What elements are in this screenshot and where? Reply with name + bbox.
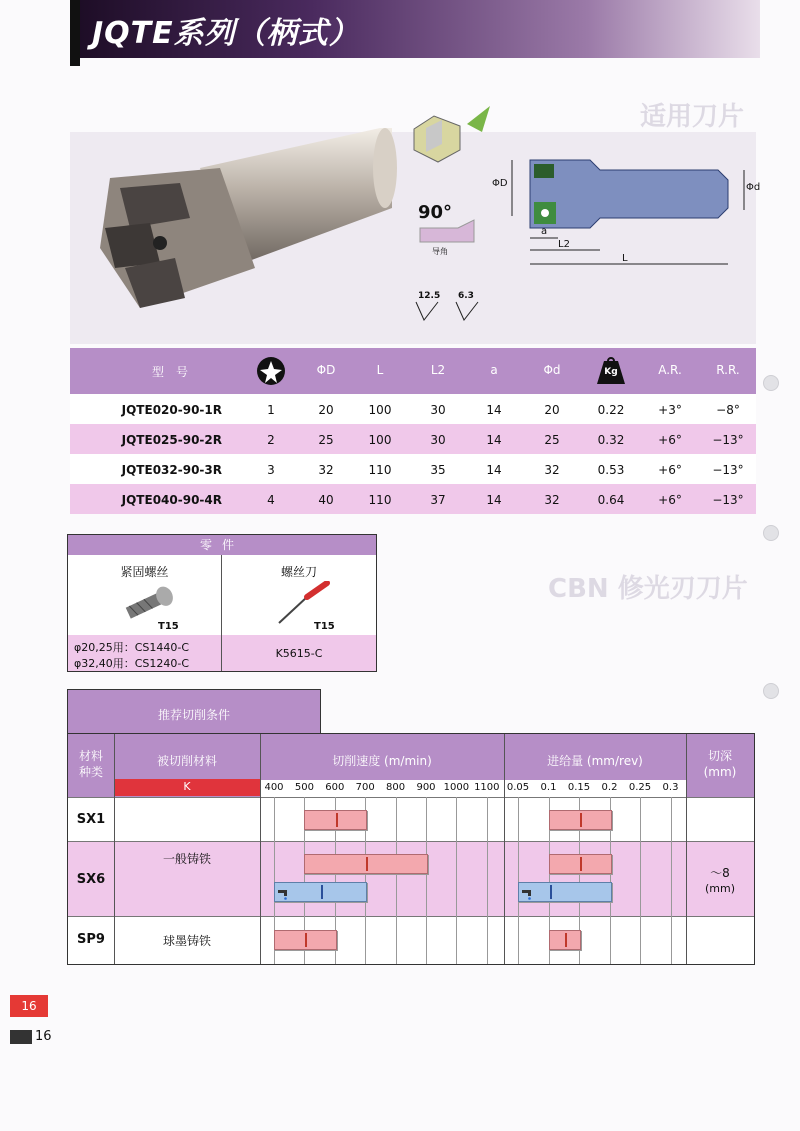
cutting-conditions-table [67, 733, 755, 965]
model-code: JQTE032-90-3R [121, 463, 222, 477]
label-L2: L2 [558, 239, 570, 250]
ghost-text-inserts: 适用刀片 [640, 102, 745, 132]
cell-phi-d: 20 [544, 403, 560, 417]
feed-range-bar [549, 854, 612, 874]
feed-range-bar [549, 810, 612, 830]
cell-L2: 35 [430, 463, 446, 477]
grade-sx1: SX1 [76, 812, 106, 827]
header-depth [686, 748, 754, 780]
angle-value: 90° [418, 202, 453, 223]
header-workpiece: 被切削材料 [156, 754, 217, 768]
page-marker [10, 1030, 32, 1044]
row-divider [68, 841, 754, 842]
feed-tick-label: 0.2 [601, 782, 618, 793]
header-feed: 进给量 (mm/rev) [547, 754, 643, 768]
cell-L: 110 [368, 493, 392, 507]
label-L: L [622, 253, 628, 264]
col-divider [686, 734, 687, 964]
cell-axial-rake: +3° [658, 403, 682, 417]
header-accent [70, 0, 80, 66]
teeth-count: 2 [267, 433, 275, 447]
cell-axial-rake: +6° [658, 463, 682, 477]
cell-radial-rake: −13° [712, 433, 744, 447]
header-material-kind-line2: 种类 [78, 765, 103, 779]
feed-tick-label: 0.1 [540, 782, 557, 793]
driver-code: T15 [314, 621, 335, 632]
cell-a: 14 [486, 493, 502, 507]
model-code: JQTE020-90-1R [121, 403, 222, 417]
coolant-faucet-icon [277, 885, 289, 897]
cell-radial-rake: −13° [712, 493, 744, 507]
cell-phi-d: 32 [544, 493, 560, 507]
page-number: 16 [35, 1029, 52, 1044]
k-label: K [183, 780, 191, 793]
header-depth-line2: (mm) [703, 765, 737, 779]
cell-phi-D: 32 [318, 463, 334, 477]
model-code: JQTE025-90-2R [121, 433, 222, 447]
header-material-kind-line1: 材料 [78, 749, 103, 763]
header-L2: L2 [430, 363, 446, 377]
teeth-count: 3 [267, 463, 275, 477]
page-number-badge: 16 [10, 995, 48, 1017]
coolant-faucet-icon [521, 885, 533, 897]
speed-mark [321, 885, 323, 899]
table-row [70, 484, 756, 514]
driver-label: 螺丝刀 [280, 565, 317, 579]
speed-tick-label: 700 [355, 782, 375, 793]
feed-tick-label: 0.05 [506, 782, 530, 793]
header-L: L [376, 363, 384, 377]
header-material-kind [68, 748, 114, 780]
speed-range-bar [304, 854, 428, 874]
header-a: a [490, 363, 498, 377]
cutting-conditions-tab [67, 689, 321, 734]
workpiece-gray-iron: 一般铸铁 [162, 852, 211, 866]
feed-mark [580, 857, 582, 871]
header-model: 型 号 [151, 365, 188, 379]
speed-tick-label: 800 [386, 782, 406, 793]
ghost-text-cbn: CBN 修光刃刀片 [548, 574, 748, 604]
binder-hole [763, 683, 779, 699]
cell-phi-d: 32 [544, 463, 560, 477]
table-row [70, 394, 756, 424]
cell-weight: 0.64 [597, 493, 625, 507]
table-row [70, 454, 756, 484]
speed-tick-label: 400 [264, 782, 284, 793]
roughness-symbols [414, 300, 484, 322]
cell-weight: 0.53 [597, 463, 625, 477]
roughness-1: 12.5 [418, 291, 441, 301]
col-divider [260, 734, 261, 964]
label-a: a [541, 226, 548, 237]
header-axial-rake: A.R. [658, 363, 682, 377]
cell-L2: 30 [430, 403, 446, 417]
header-radial-rake: R.R. [716, 363, 740, 377]
header-phi-D: ΦD [316, 363, 336, 377]
chamfer-icon [418, 218, 478, 246]
screw-label: 紧固螺丝 [120, 565, 169, 579]
speed-range-bar [304, 810, 367, 830]
feed-mark [565, 933, 567, 947]
speed-tick-label: 1100 [474, 782, 500, 793]
roughness-2: 6.3 [458, 291, 474, 301]
speed-grid-line [487, 797, 488, 964]
speed-tick-label: 500 [294, 782, 314, 793]
row-divider [68, 916, 754, 917]
cell-a: 14 [486, 433, 502, 447]
cell-L: 100 [368, 433, 392, 447]
speed-mark [305, 933, 307, 947]
grade-sp9: SP9 [77, 932, 105, 947]
speed-grid-line [396, 797, 397, 964]
binder-hole [763, 375, 779, 391]
grade-sx6: SX6 [76, 872, 106, 887]
screw-icon [120, 583, 180, 623]
feed-tick-label: 0.15 [567, 782, 591, 793]
table-row [70, 424, 756, 454]
feed-tick-label: 0.25 [628, 782, 652, 793]
header-phi-d: Φd [543, 363, 561, 377]
row-divider [68, 797, 754, 798]
tool-photo [80, 128, 400, 338]
feed-grid-line [518, 797, 519, 964]
col-divider [504, 734, 505, 964]
feed-tick-label: 0.3 [662, 782, 679, 793]
teeth-count: 4 [267, 493, 275, 507]
speed-tick-label: 1000 [443, 782, 470, 793]
feed-grid-line [640, 797, 641, 964]
teeth-count: 1 [267, 403, 275, 417]
feed-range-bar [549, 930, 582, 950]
cell-a: 14 [486, 403, 502, 417]
screw-spec-2: φ32,40用：CS1240-C [74, 657, 190, 670]
spec-table-header [70, 348, 756, 394]
cell-radial-rake: −13° [712, 463, 744, 477]
header-speed: 切削速度 (m/min) [332, 754, 432, 768]
parts-title: 零件 [68, 535, 376, 555]
speed-mark [366, 857, 368, 871]
cell-L2: 37 [430, 493, 446, 507]
depth-unit: (mm) [704, 882, 735, 895]
depth-value: ～8 [710, 866, 730, 880]
speed-grid-line [456, 797, 457, 964]
label-phi-D: ΦD [492, 178, 508, 189]
speed-grid-line [426, 797, 427, 964]
cell-radial-rake: −8° [716, 403, 740, 417]
cell-phi-D: 25 [318, 433, 334, 447]
cutting-conditions-title: 推荐切削条件 [157, 708, 230, 722]
binder-hole [763, 525, 779, 541]
feed-mark [550, 885, 552, 899]
cell-a: 14 [486, 463, 502, 477]
model-code: JQTE040-90-4R [121, 493, 222, 507]
speed-tick-label: 600 [325, 782, 345, 793]
angle-caption: 导角 [432, 247, 448, 256]
insert-icon [412, 104, 492, 164]
screw-spec-1: φ20,25用：CS1440-C [74, 641, 190, 654]
cell-phi-D: 20 [318, 403, 334, 417]
cell-L2: 30 [430, 433, 446, 447]
workpiece-ductile-iron: 球墨铸铁 [162, 934, 211, 948]
feed-grid-line [671, 797, 672, 964]
header-weight: Kg [604, 367, 618, 377]
speed-range-bar [274, 930, 337, 950]
feed-mark [580, 813, 582, 827]
driver-spec: K5615-C [275, 647, 323, 660]
speed-mark [336, 813, 338, 827]
page-title: JQTE系列（柄式） [92, 16, 360, 51]
cell-axial-rake: +6° [658, 493, 682, 507]
speed-tick-label: 900 [416, 782, 436, 793]
cell-phi-D: 40 [318, 493, 334, 507]
cell-L: 100 [368, 403, 392, 417]
cell-weight: 0.32 [597, 433, 625, 447]
label-phi-d: Φd [746, 182, 761, 193]
cell-weight: 0.22 [597, 403, 625, 417]
teeth-count-icon [256, 356, 286, 386]
cell-L: 110 [368, 463, 392, 477]
screw-code: T15 [158, 621, 179, 632]
cell-phi-d: 25 [544, 433, 560, 447]
cell-axial-rake: +6° [658, 433, 682, 447]
parts-box [67, 534, 377, 672]
header-depth-line1: 切深 [707, 749, 732, 763]
col-divider [114, 734, 115, 964]
